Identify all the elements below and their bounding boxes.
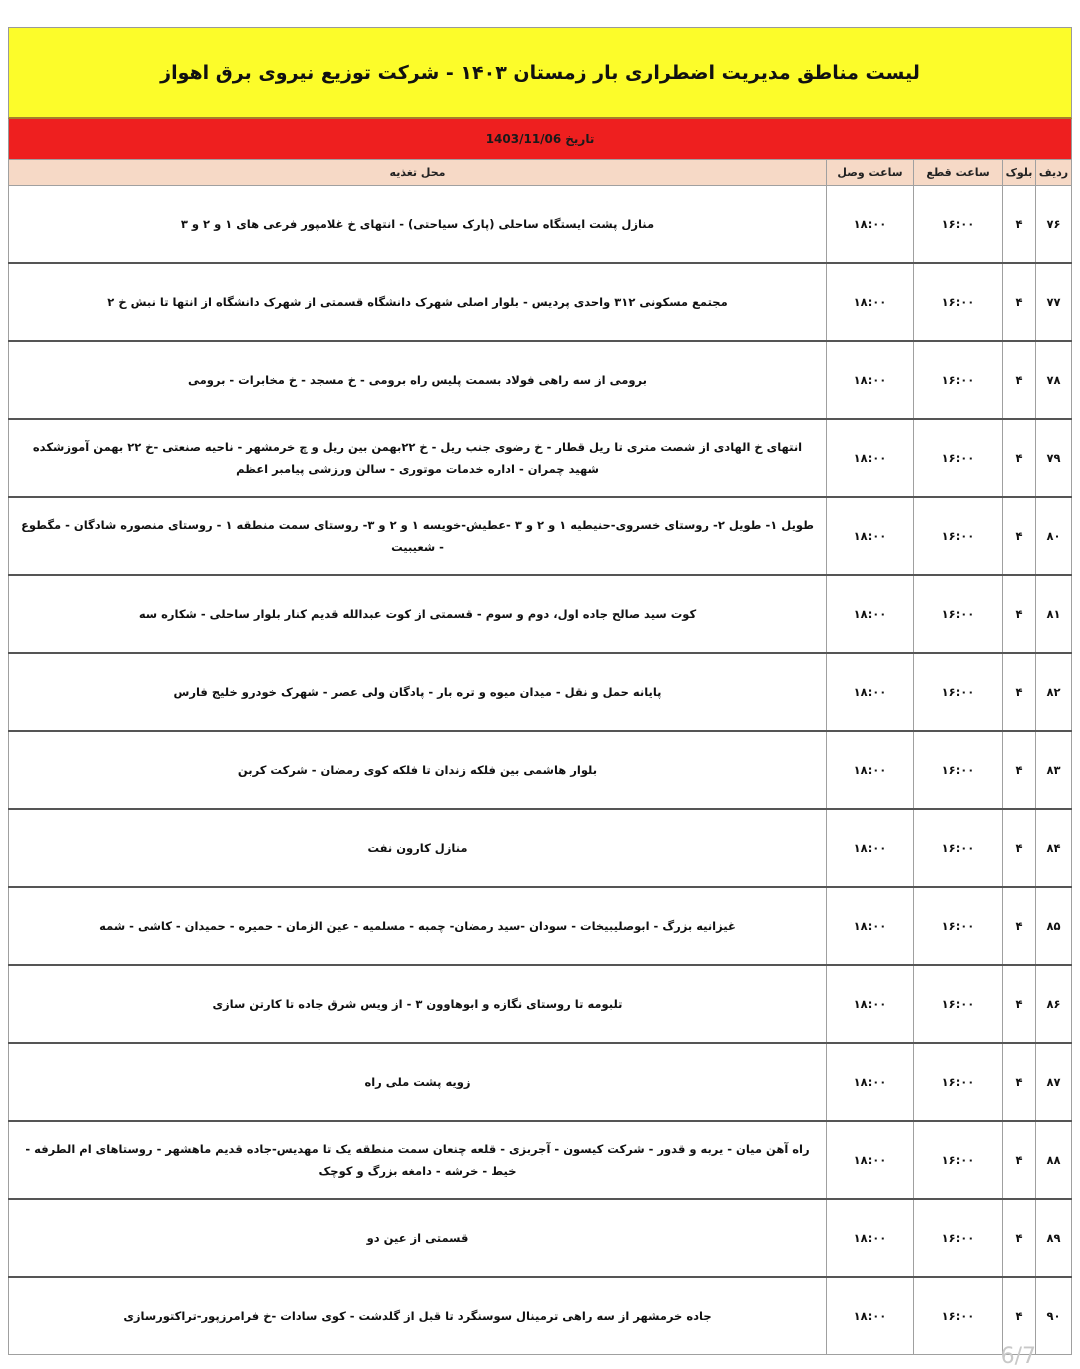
- block-cell: ۴: [1003, 1199, 1036, 1277]
- col-header-connect-time: ساعت وصل: [827, 160, 914, 186]
- block-cell: ۴: [1003, 731, 1036, 809]
- cut-time-cell: ۱۶:۰۰: [914, 1199, 1003, 1277]
- cut-time-cell: ۱۶:۰۰: [914, 419, 1003, 497]
- block-cell: ۴: [1003, 887, 1036, 965]
- block-cell: ۴: [1003, 1277, 1036, 1355]
- row-number-cell: ۸۶: [1036, 965, 1072, 1043]
- connect-time-cell: ۱۸:۰۰: [827, 575, 914, 653]
- cut-time-cell: ۱۶:۰۰: [914, 809, 1003, 887]
- col-header-block: بلوک: [1003, 160, 1036, 186]
- location-cell: مجتمع مسکونی ۳۱۲ واحدی پردیس - بلوار اصلی شهرک دانشگاه قسمتی از شهرک دانشگاه از انتها تا نبش خ ۲: [9, 263, 827, 341]
- location-cell: بلوار هاشمی بین فلکه زندان تا فلکه کوی رمضان - شرکت کربن: [9, 731, 827, 809]
- schedule-sheet: [8, 27, 1072, 1355]
- row-number-cell: ۷۶: [1036, 186, 1072, 264]
- location-cell: غیزانیه بزرگ - ابوصلیبیخات - سودان -سید رمضان- چمبه - مسلمیه - عین الزمان - حمیره - حمیدان - کاشی - شمه: [9, 887, 827, 965]
- location-cell: برومی از سه راهی فولاد بسمت پلیس راه برومی - خ مسجد - خ مخابرات - برومی: [9, 341, 827, 419]
- connect-time-cell: ۱۸:۰۰: [827, 263, 914, 341]
- table-row: [9, 341, 1072, 419]
- location-cell: قسمتی از عین دو: [9, 1199, 827, 1277]
- location-cell: راه آهن میان - یربه و قدور - شرکت کیسون - آجربزی - قلعه چنعان سمت منطقه یک تا مهدیس-جاده قدیم ماهشهر - روستاهای ام الطرفه - خیط - خرشه - دامغه بزرگ و کوچک: [9, 1121, 827, 1199]
- table-row: [9, 186, 1072, 264]
- block-cell: ۴: [1003, 1121, 1036, 1199]
- location-cell: منازل کارون نفت: [9, 809, 827, 887]
- row-number-cell: ۸۹: [1036, 1199, 1072, 1277]
- table-row: [9, 653, 1072, 731]
- table-row: [9, 1043, 1072, 1121]
- cut-time-cell: ۱۶:۰۰: [914, 497, 1003, 575]
- row-number-cell: ۸۷: [1036, 1043, 1072, 1121]
- date-value: 1403/11/06: [485, 132, 562, 146]
- row-number-cell: ۸۵: [1036, 887, 1072, 965]
- connect-time-cell: ۱۸:۰۰: [827, 1043, 914, 1121]
- location-cell: انتهای خ الهادی از شصت متری تا ریل قطار - خ رضوی جنب ریل - خ ۲۲بهمن بین ریل و چ خرمشهر - ناحیه صنعتی -خ ۲۲ بهمن آموزشکده شهید چمران - اداره خدمات موتوری - سالن ورزشی پیامبر اعظم: [9, 419, 827, 497]
- row-number-cell: ۸۲: [1036, 653, 1072, 731]
- date-label: تاریخ: [565, 132, 595, 146]
- row-number-cell: ۷۸: [1036, 341, 1072, 419]
- cut-time-cell: ۱۶:۰۰: [914, 887, 1003, 965]
- block-cell: ۴: [1003, 341, 1036, 419]
- cut-time-cell: ۱۶:۰۰: [914, 575, 1003, 653]
- table-row: [9, 1277, 1072, 1355]
- connect-time-cell: ۱۸:۰۰: [827, 731, 914, 809]
- row-number-cell: ۸۳: [1036, 731, 1072, 809]
- block-cell: ۴: [1003, 575, 1036, 653]
- connect-time-cell: ۱۸:۰۰: [827, 341, 914, 419]
- cut-time-cell: ۱۶:۰۰: [914, 1277, 1003, 1355]
- connect-time-cell: ۱۸:۰۰: [827, 1121, 914, 1199]
- location-cell: زویه پشت ملی راه: [9, 1043, 827, 1121]
- cut-time-cell: ۱۶:۰۰: [914, 186, 1003, 264]
- table-row: [9, 575, 1072, 653]
- block-cell: ۴: [1003, 965, 1036, 1043]
- col-header-row-number: ردیف: [1036, 160, 1072, 186]
- table-row: [9, 497, 1072, 575]
- block-cell: ۴: [1003, 653, 1036, 731]
- outage-table: [8, 159, 1072, 1355]
- location-cell: کوت سید صالح جاده اول، دوم و سوم - قسمتی از کوت عبدالله قدیم کنار بلوار ساحلی - شکاره سه: [9, 575, 827, 653]
- row-number-cell: ۸۱: [1036, 575, 1072, 653]
- cut-time-cell: ۱۶:۰۰: [914, 1121, 1003, 1199]
- connect-time-cell: ۱۸:۰۰: [827, 809, 914, 887]
- connect-time-cell: ۱۸:۰۰: [827, 419, 914, 497]
- col-header-location: محل تغذیه: [9, 160, 827, 186]
- block-cell: ۴: [1003, 809, 1036, 887]
- row-number-cell: ۸۴: [1036, 809, 1072, 887]
- table-row: [9, 263, 1072, 341]
- connect-time-cell: ۱۸:۰۰: [827, 497, 914, 575]
- col-header-cut-time: ساعت قطع: [914, 160, 1003, 186]
- cut-time-cell: ۱۶:۰۰: [914, 341, 1003, 419]
- row-number-cell: ۹۰: [1036, 1277, 1072, 1355]
- connect-time-cell: ۱۸:۰۰: [827, 1199, 914, 1277]
- block-cell: ۴: [1003, 263, 1036, 341]
- cut-time-cell: ۱۶:۰۰: [914, 1043, 1003, 1121]
- location-cell: منازل پشت ایستگاه ساحلی (پارک سیاحتی) - انتهای خ غلامپور فرعی های ۱ و ۲ و ۳: [9, 186, 827, 264]
- date-banner: [8, 119, 1072, 159]
- connect-time-cell: ۱۸:۰۰: [827, 653, 914, 731]
- table-row: [9, 1121, 1072, 1199]
- block-cell: ۴: [1003, 186, 1036, 264]
- row-number-cell: ۷۷: [1036, 263, 1072, 341]
- cut-time-cell: ۱۶:۰۰: [914, 263, 1003, 341]
- cut-time-cell: ۱۶:۰۰: [914, 731, 1003, 809]
- page-title: لیست مناطق مدیریت اضطراری بار زمستان ۱۴۰۳ - شرکت توزیع نیروی برق اهواز: [160, 61, 920, 84]
- cut-time-cell: ۱۶:۰۰: [914, 653, 1003, 731]
- table-row: [9, 809, 1072, 887]
- block-cell: ۴: [1003, 1043, 1036, 1121]
- table-body: [9, 186, 1072, 1355]
- row-number-cell: ۸۸: [1036, 1121, 1072, 1199]
- table-row: [9, 965, 1072, 1043]
- location-cell: پایانه حمل و نقل - میدان میوه و تره بار - پادگان ولی عصر - شهرک خودرو خلیج فارس: [9, 653, 827, 731]
- row-number-cell: ۸۰: [1036, 497, 1072, 575]
- location-cell: طویل ۱- طویل ۲- روستای خسروی-حنیطیه ۱ و ۲ و ۳ -عطیش-خویسه ۱ و ۲ و ۳- روستای سمت منطقه ۱ - روستای منصوره شادگان - مگطوع - شعیبیت: [9, 497, 827, 575]
- table-row: [9, 731, 1072, 809]
- connect-time-cell: ۱۸:۰۰: [827, 887, 914, 965]
- title-banner: [8, 27, 1072, 119]
- location-cell: جاده خرمشهر از سه راهی ترمینال سوسنگرد تا قبل از گلدشت - کوی سادات -خ فرامرزپور-تراکتورسازی: [9, 1277, 827, 1355]
- connect-time-cell: ۱۸:۰۰: [827, 1277, 914, 1355]
- cut-time-cell: ۱۶:۰۰: [914, 965, 1003, 1043]
- block-cell: ۴: [1003, 497, 1036, 575]
- page-number-watermark: 6/7: [1000, 1344, 1036, 1369]
- row-number-cell: ۷۹: [1036, 419, 1072, 497]
- connect-time-cell: ۱۸:۰۰: [827, 186, 914, 264]
- table-header-row: [9, 160, 1072, 186]
- block-cell: ۴: [1003, 419, 1036, 497]
- table-row: [9, 419, 1072, 497]
- table-row: [9, 887, 1072, 965]
- table-row: [9, 1199, 1072, 1277]
- location-cell: تلبومه تا روستای نگازه و ابوهاوون ۳ - از ویس شرق جاده تا کارتن سازی: [9, 965, 827, 1043]
- connect-time-cell: ۱۸:۰۰: [827, 965, 914, 1043]
